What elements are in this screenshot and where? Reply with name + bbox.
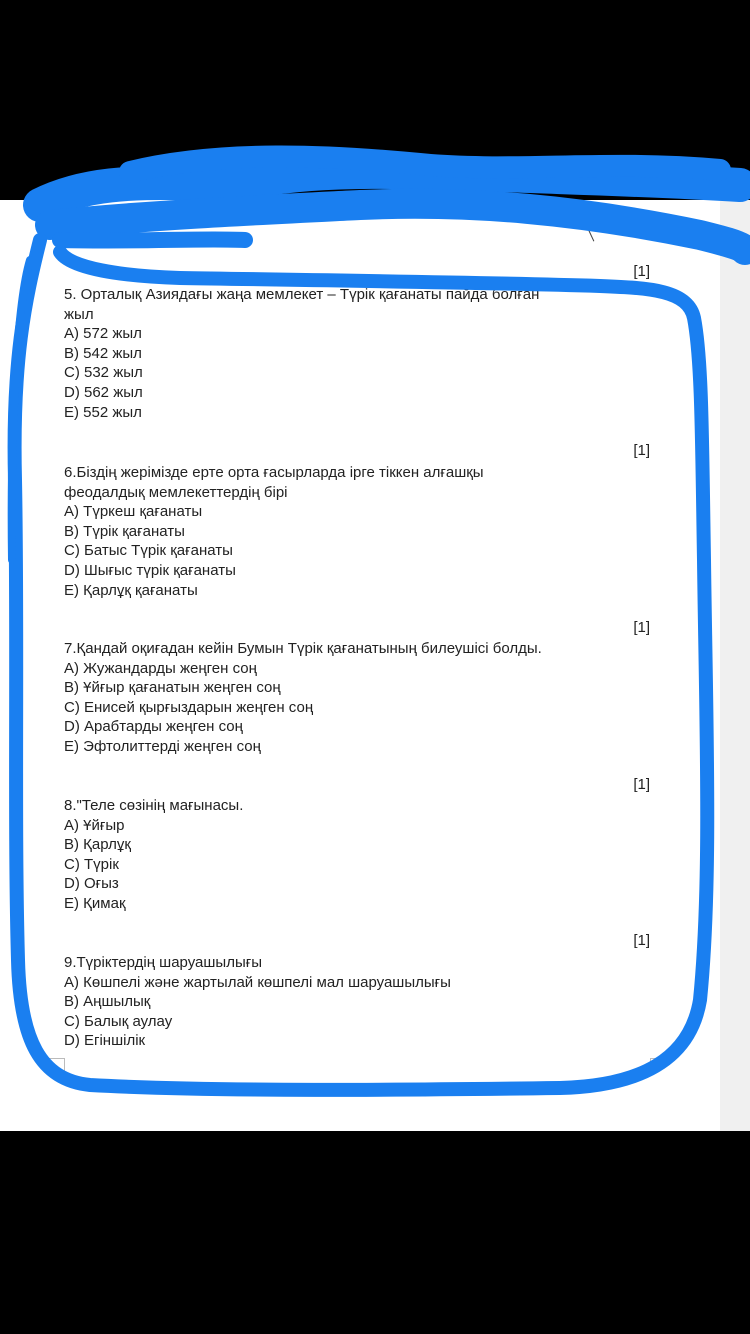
score-q8: [1] <box>633 776 650 793</box>
question-6-stem-line-2: феодалдық мемлекеттердің бірі <box>64 483 288 501</box>
question-7-option-b: B) Ұйғыр қағанатын жеңген соң <box>64 679 281 697</box>
question-7-option-a: A) Жужандарды жеңген соң <box>64 659 257 677</box>
question-8-option-d: D) Оғыз <box>64 875 119 893</box>
highlight-strokes <box>12 156 745 1089</box>
score-q6: [1] <box>633 442 650 459</box>
question-8-option-e: E) Қимақ <box>64 894 126 912</box>
question-9-option-d: D) Егіншілік <box>64 1032 146 1050</box>
score-q5: [1] <box>633 263 650 280</box>
highlight-outline-loop <box>15 240 708 1090</box>
question-7-option-d: D) Арабтарды жеңген соң <box>64 718 243 736</box>
redaction-scribble-4 <box>60 239 245 240</box>
question-5-stem-line-1: 5. Орталық Азиядағы жаңа мемлекет – Түрік қағанаты пайда болған <box>64 286 540 303</box>
question-8-option-a: A) Ұйғыр <box>64 816 125 834</box>
question-6-option-a: A) Түркеш қағанаты <box>64 503 203 521</box>
question-9-option-c: C) Балық аулау <box>64 1012 173 1030</box>
question-6-option-d: D) Шығыс түрік қағанаты <box>64 561 236 579</box>
question-5-option-b: B) 542 жыл <box>64 344 142 362</box>
question-6-option-c: C) Батыс Түрік қағанаты <box>64 542 233 560</box>
question-8-stem-line-1: 8."Теле сөзінің мағынасы. <box>64 797 244 814</box>
question-9-option-a: A) Көшпелі және жартылай көшпелі мал шаруашылығы <box>64 973 451 991</box>
question-5-option-a: A) 572 жыл <box>64 325 142 343</box>
question-5-option-c: C) 532 жыл <box>64 364 143 382</box>
score-q7: [1] <box>633 619 650 636</box>
question-5-stem-line-2: жыл <box>64 305 94 323</box>
question-5-option-d: D) 562 жыл <box>64 383 143 401</box>
question-7-option-e: E) Эфтолиттерді жеңген соң <box>64 737 261 755</box>
question-7-stem-line-1: 7.Қандай оқиғадан кейін Бумын Түрік қағанатының билеушісі болды. <box>64 640 542 657</box>
score-q9: [1] <box>633 932 650 949</box>
redaction-scribble-3 <box>130 156 720 172</box>
question-5-option-e: E) 552 жыл <box>64 403 142 421</box>
question-6-option-e: E) Қарлұқ қағанаты <box>64 581 198 599</box>
question-6-stem-line-1: 6.Біздің жерімізде ерте орта ғасырларда ірге тіккен алғашқы <box>64 464 484 481</box>
question-8-option-b: B) Қарлұқ <box>64 836 131 854</box>
question-9-stem-line-1: 9.Түріктердің шаруашылығы <box>64 954 262 971</box>
question-8-option-c: C) Түрік <box>64 855 119 873</box>
question-6-option-b: B) Түрік қағанаты <box>64 522 185 540</box>
question-9-option-b: B) Аңшылық <box>64 993 151 1011</box>
question-7-option-c: C) Енисей қырғыздарын жеңген соң <box>64 698 314 716</box>
